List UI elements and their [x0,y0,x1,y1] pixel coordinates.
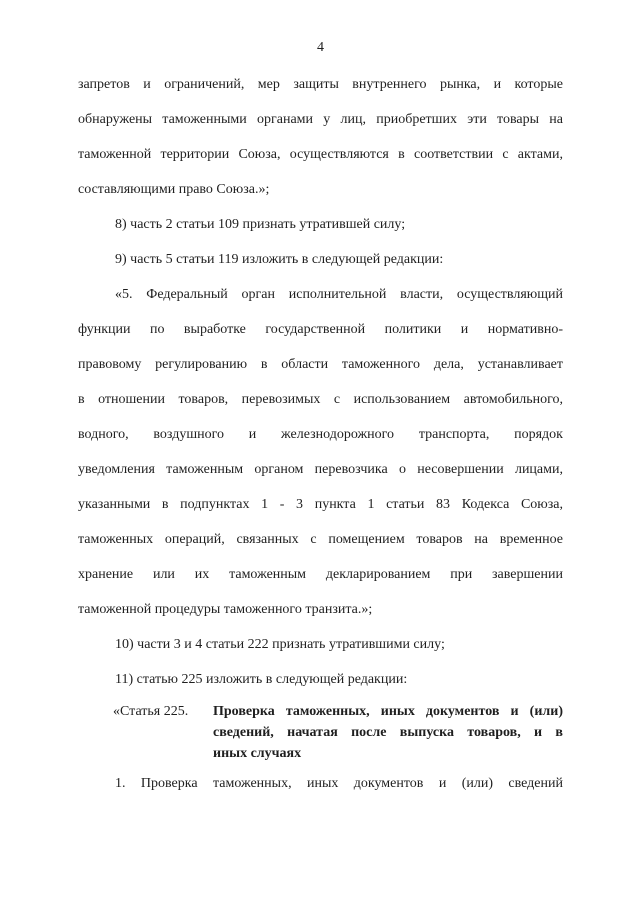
article-title [213,701,563,764]
text-line: в отношении товаров, перевозимых с использованием автомобильного, [78,392,563,407]
article-225-heading [78,701,563,764]
text-line: таможенной процедуры таможенного транзита.»; [78,602,373,617]
list-item-9: 9) часть 5 статьи 119 изложить в следующей редакции: [115,252,444,267]
list-item-8: 8) часть 2 статьи 109 признать утратившей силу; [115,217,406,232]
text-line: «5. Федеральный орган исполнительной власти, осуществляющий [115,287,563,302]
text-line: Проверка таможенных, иных документов и (или) [213,704,563,719]
text-line: сведений, начатая после выпуска товаров, и в [213,725,563,740]
text-line: 1. Проверка таможенных, иных документов и (или) сведений [115,776,563,791]
text-line: хранение или их таможенным декларированием при завершении [78,567,563,582]
text-line: иных случаях [213,746,302,761]
paragraph-part5-article119 [78,277,563,627]
text-line: таможенных операций, связанных с помещением товаров на временное [78,532,563,547]
text-line: таможенной территории Союза, осуществляются в соответствии с актами, [78,147,563,162]
document-body [78,67,563,801]
paragraph-amendment-continuation [78,67,563,207]
list-item-11: 11) статью 225 изложить в следующей редакции: [115,672,408,687]
paragraph-point1 [78,766,563,801]
text-line: составляющими право Союза.»; [78,182,270,197]
text-line: водного, воздушного и железнодорожного транспорта, порядок [78,427,563,442]
text-line: запретов и ограничений, мер защиты внутреннего рынка, и которые [78,77,563,92]
text-line: указанными в подпунктах 1 - 3 пункта 1 статьи 83 Кодекса Союза, [78,497,563,512]
text-line: функции по выработке государственной политики и нормативно- [78,322,563,337]
page-number: 4 [317,40,324,55]
text-line: правовому регулированию в области таможенного дела, устанавливает [78,357,563,372]
text-line: уведомления таможенным органом перевозчика о несовершении лицами, [78,462,563,477]
list-item-10: 10) части 3 и 4 статьи 222 признать утратившими силу; [115,637,445,652]
text-line: обнаружены таможенными органами у лиц, приобретших эти товары на [78,112,563,127]
article-number-label: «Статья 225. [113,704,189,719]
